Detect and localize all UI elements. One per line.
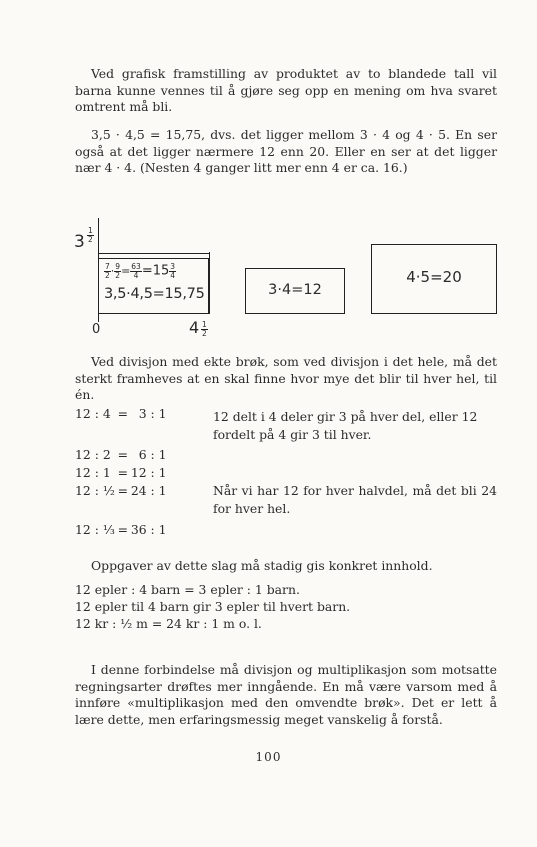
intro-paragraph: Ved grafisk framstilling av produktet av to blandede tall vil barna kunne vennes til å gjøre seg opp en mening om hva svaret omtrent må bli.	[75, 66, 497, 114]
division-note-2: Når vi har 12 for hver halvdel, må det bli 24 for hver hel.	[213, 483, 497, 516]
closing-paragraph: I denne forbindelse må divisjon og multiplikasjon som motsatte regningsarter drøftes mer inngående. En må være varsom med å innføre «multiplikasjon med den omvendte brøk». Det er lett å lære dette, men erfaringsmessig meget vanskelig å forstå.	[75, 662, 497, 727]
box2-label: 3·4=12	[268, 282, 322, 298]
division-list	[75, 406, 167, 540]
example-line: 12 epler til 4 barn gir 3 epler til hvert barn.	[75, 599, 351, 614]
box1-top-extension	[98, 253, 210, 256]
division-row: 12 : 1 = 12 : 1	[75, 465, 167, 480]
example-paragraph: 3,5 · 4,5 = 15,75, dvs. det ligger mellom 3 · 4 og 4 · 5. En ser også at det ligger nærmere 12 enn 20. Eller en ser at det ligger nær 4 · 4. (Nesten 4 ganger litt mer enn 4 er ca. 16.)	[75, 127, 497, 175]
page-number: 100	[255, 750, 282, 764]
bottom-label-num: 1	[202, 320, 207, 329]
side-label-whole: 3	[74, 232, 85, 252]
side-label-num: 1	[88, 226, 93, 235]
box1-right-extension	[209, 252, 210, 314]
division-row: 12 : 2 = 6 : 1	[75, 447, 167, 462]
bottom-label-fraction	[201, 321, 208, 338]
side-label-fraction	[87, 227, 94, 244]
bottom-label-den: 2	[202, 329, 207, 338]
fraction-multiplication: $\frac{7}{2}$ · $\frac{9}{2}$ = $\frac{63}{4}$ =15 $\frac{3}{4}$	[105, 262, 176, 280]
example-line: 12 kr : ½ m = 24 kr : 1 m o. l.	[75, 616, 262, 631]
example-list	[75, 582, 497, 633]
division-row: 12 : 4 = 3 : 1	[75, 406, 167, 421]
division-note-1: 12 delt i 4 deler gir 3 på hver del, eller 12 fordelt på 4 gir 3 til hver.	[213, 409, 478, 442]
decimal-multiplication: 3,5·4,5=15,75	[104, 286, 205, 302]
side-label-den: 2	[88, 235, 93, 244]
division-row: 12 : ½ = 24 : 1	[75, 483, 167, 498]
box3-label: 4·5=20	[406, 268, 462, 286]
example-line: 12 epler : 4 barn = 3 epler : 1 barn.	[75, 582, 300, 597]
origin-label: 0	[92, 322, 101, 337]
division-row: 12 : ⅓ = 36 : 1	[75, 522, 167, 537]
bottom-label-whole: 4	[189, 318, 200, 337]
tasks-paragraph: Oppgaver av dette slag må stadig gis konkret innhold.	[91, 558, 433, 573]
division-paragraph: Ved divisjon med ekte brøk, som ved divisjon i det hele, må det sterkt framheves at en skal finne hvor mye det blir til hver hel, til én.	[75, 354, 497, 402]
